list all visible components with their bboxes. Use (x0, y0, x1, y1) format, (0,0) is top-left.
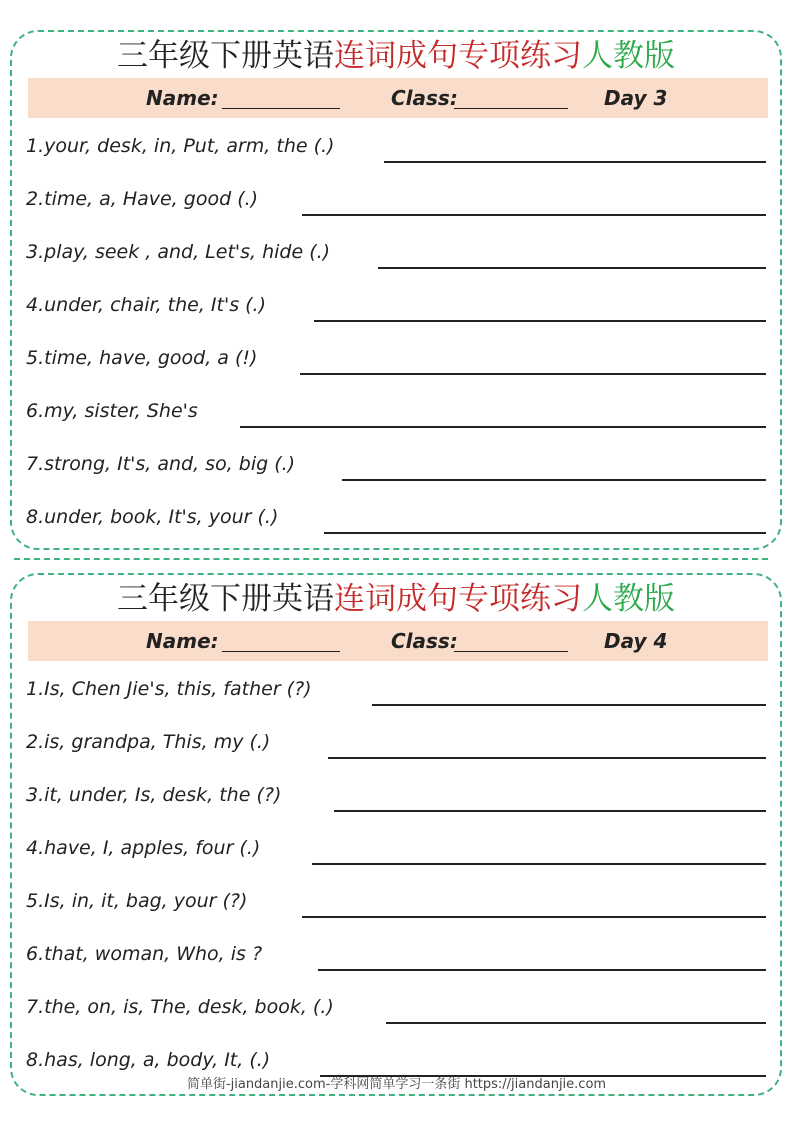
question-item (26, 996, 766, 1026)
question-text: 7.strong, It's, and, so, big (.) (26, 453, 296, 475)
answer-line[interactable] (384, 161, 766, 163)
question-text: 3.play, seek , and, Let's, hide (.) (26, 241, 331, 263)
title-topic: 连词成句专项练习 (334, 581, 582, 617)
answer-line[interactable] (342, 479, 766, 481)
title-edition: 人教版 (582, 581, 675, 617)
title-edition: 人教版 (582, 38, 675, 74)
answer-line[interactable] (312, 863, 766, 865)
question-text: 6.my, sister, She's (26, 400, 198, 422)
question-item (26, 188, 766, 218)
question-text: 7.the, on, is, The, desk, book, (.) (26, 996, 334, 1018)
worksheet-day-4 (10, 573, 782, 1096)
question-item (26, 943, 766, 973)
question-text: 2.is, grandpa, This, my (.) (26, 731, 271, 753)
title-grade: 三年级下册英语 (117, 581, 334, 617)
name-blank[interactable] (222, 651, 340, 652)
info-bar (28, 78, 768, 118)
question-text: 5.time, have, good, a (!) (26, 347, 258, 369)
question-item (26, 294, 766, 324)
answer-line[interactable] (372, 704, 766, 706)
question-item (26, 678, 766, 708)
question-item (26, 506, 766, 536)
info-bar (28, 621, 768, 661)
question-text: 8.under, book, It's, your (.) (26, 506, 279, 528)
title-topic: 连词成句专项练习 (334, 38, 582, 74)
question-item (26, 837, 766, 867)
answer-line[interactable] (378, 267, 766, 269)
answer-line[interactable] (334, 810, 766, 812)
answer-line[interactable] (318, 969, 766, 971)
question-item (26, 135, 766, 165)
question-text: 8.has, long, a, body, It, (.) (26, 1049, 271, 1071)
question-text: 1.Is, Chen Jie's, this, father (?) (26, 678, 312, 700)
title-grade: 三年级下册英语 (117, 38, 334, 74)
section-divider (14, 558, 768, 560)
question-text: 4.under, chair, the, It's (.) (26, 294, 267, 316)
question-item (26, 400, 766, 430)
watermark-text: 简单街-jiandanjie.com-学科网简单学习一条街 https://jiandanjie.com (186, 1077, 607, 1092)
answer-line[interactable] (328, 757, 766, 759)
answer-line[interactable] (302, 214, 766, 216)
name-label: Name: (146, 86, 219, 110)
answer-line[interactable] (300, 373, 766, 375)
answer-line[interactable] (324, 532, 766, 534)
class-label: Class: (391, 86, 458, 110)
class-blank[interactable] (454, 651, 568, 652)
answer-line[interactable] (314, 320, 766, 322)
name-blank[interactable] (222, 108, 340, 109)
question-text: 6.that, woman, Who, is ? (26, 943, 263, 965)
answer-line[interactable] (240, 426, 766, 428)
question-text: 3.it, under, Is, desk, the (?) (26, 784, 282, 806)
class-label: Class: (391, 629, 458, 653)
day-label: Day 3 (604, 86, 668, 110)
question-item (26, 241, 766, 271)
day-label: Day 4 (604, 629, 668, 653)
worksheet-title (12, 34, 780, 78)
worksheet-day-3 (10, 30, 782, 550)
question-item (26, 731, 766, 761)
name-label: Name: (146, 629, 219, 653)
question-text: 5.Is, in, it, bag, your (?) (26, 890, 248, 912)
question-item (26, 347, 766, 377)
question-text: 1.your, desk, in, Put, arm, the (.) (26, 135, 335, 157)
question-text: 4.have, I, apples, four (.) (26, 837, 261, 859)
answer-line[interactable] (386, 1022, 766, 1024)
question-item (26, 453, 766, 483)
worksheet-title (12, 577, 780, 621)
question-text: 2.time, a, Have, good (.) (26, 188, 259, 210)
question-item (26, 784, 766, 814)
class-blank[interactable] (454, 108, 568, 109)
answer-line[interactable] (302, 916, 766, 918)
question-item (26, 890, 766, 920)
